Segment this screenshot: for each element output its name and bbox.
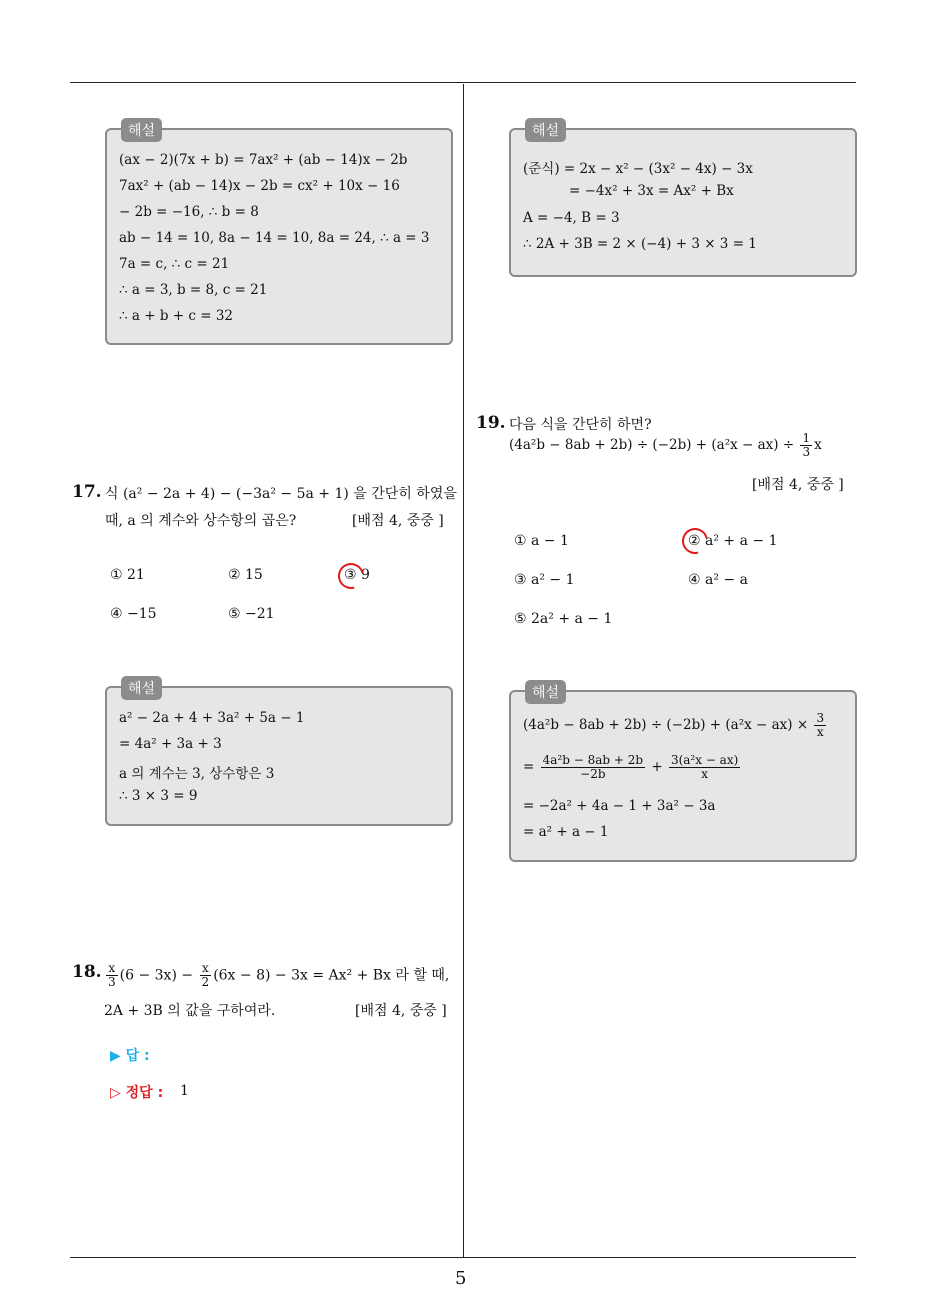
question-points: [배점 4, 중중 ] — [352, 513, 444, 529]
solution-box-17 — [105, 681, 453, 826]
solution-line: ab − 14 = 10, 8a − 14 = 10, 8a = 24, ∴ a = 3 — [119, 230, 430, 246]
solution-line: − 2b = −16, ∴ b = 8 — [119, 204, 259, 220]
solution-tag: 해설 — [121, 676, 162, 700]
solution-line: = −4x² + 3x = Ax² + Bx — [569, 183, 734, 199]
solution-line: a 의 계수는 3, 상수항은 3 — [119, 766, 275, 782]
question-text: 2A + 3B 의 값을 구하여라. — [104, 1003, 276, 1019]
solution-line: = 4a² + 3a + 3 — [119, 736, 222, 752]
solution-tag: 해설 — [525, 118, 566, 142]
choice-4[interactable]: ④ a² − a — [688, 572, 748, 588]
question-text: 때, a 의 계수와 상수항의 곱은? — [105, 513, 297, 529]
solution-line: = −2a² + 4a − 1 + 3a² − 3a — [523, 798, 716, 814]
fraction: $\frac{\text{4a²b − 8ab + 2b}}{-2b}$ — [542, 753, 644, 782]
top-rule — [70, 82, 856, 83]
question-number: 18. — [72, 962, 102, 982]
solution-line: (4a²b − 8ab + 2b) ÷ (−2b) + (a²x − ax) × $\frac{3}{x}$ — [523, 711, 825, 740]
solution-tag: 해설 — [525, 680, 566, 704]
solution-line: A = −4, B = 3 — [523, 210, 620, 226]
solution-tag: 해설 — [121, 118, 162, 142]
question-expression: (4a²b − 8ab + 2b) ÷ (−2b) + (a²x − ax) ÷ $\frac{1}{3}$ x — [509, 431, 822, 460]
question-points: [배점 4, 중중 ] — [355, 1003, 447, 1019]
solution-line: = $\frac{\text{4a²b − 8ab + 2b}}{-2b}$ + $\frac{\text{3(a²x − ax)}}{x}$ — [523, 753, 739, 782]
fraction: $\frac{\text{3(a²x − ax)}}{x}$ — [670, 753, 739, 782]
correct-answer-label: ▷ 정답 : — [110, 1085, 164, 1101]
question-text: 식 (a² − 2a + 4) − (−3a² − 5a + 1) 을 간단히 하였을 — [105, 486, 457, 502]
solution-line: ∴ 2A + 3B = 2 × (−4) + 3 × 3 = 1 — [523, 236, 757, 252]
answer-mark-circle — [677, 523, 713, 559]
solution-line: ∴ a = 3, b = 8, c = 21 — [119, 282, 268, 298]
question-points: [배점 4, 중중 ] — [752, 477, 844, 493]
question-number: 19. — [476, 413, 506, 433]
choice-5[interactable]: ⑤ 2a² + a − 1 — [514, 611, 613, 627]
choice-4[interactable]: ④ −15 — [110, 606, 157, 622]
question-text: 다음 식을 간단히 하면? — [509, 417, 652, 433]
page-number: 5 — [455, 1268, 467, 1289]
correct-answer-value: 1 — [180, 1083, 189, 1099]
fraction: $\frac{x}{3}$ — [108, 961, 116, 990]
column-divider — [463, 84, 464, 1258]
solution-line: = a² + a − 1 — [523, 824, 609, 840]
choice-1[interactable]: ① a − 1 — [514, 533, 569, 549]
solution-line: ∴ 3 × 3 = 9 — [119, 788, 198, 804]
solution-line: (준식) = 2x − x² − (3x² − 4x) − 3x — [523, 161, 753, 177]
choice-3[interactable]: ③ 9 — [344, 567, 370, 583]
choice-2[interactable]: ② 15 — [228, 567, 263, 583]
answer-mark-circle — [333, 558, 369, 594]
choice-3[interactable]: ③ a² − 1 — [514, 572, 575, 588]
fraction: $\frac{1}{3}$ — [802, 431, 811, 460]
fraction: $\frac{3}{x}$ — [816, 711, 825, 740]
answer-input-label[interactable]: ▶ 답 : — [110, 1048, 150, 1064]
choice-1[interactable]: ① 21 — [110, 567, 145, 583]
choice-2[interactable]: ② a² + a − 1 — [688, 533, 778, 549]
solution-line: (ax − 2)(7x + b) = 7ax² + (ab − 14)x − 2b — [119, 152, 408, 168]
choice-5[interactable]: ⑤ −21 — [228, 606, 275, 622]
solution-box-19 — [509, 685, 857, 862]
solution-line: ∴ a + b + c = 32 — [119, 308, 233, 324]
question-number: 17. — [72, 482, 102, 502]
solution-line: 7ax² + (ab − 14)x − 2b = cx² + 10x − 16 — [119, 178, 400, 194]
solution-box-18 — [509, 123, 857, 277]
fraction: $\frac{x}{2}$ — [201, 961, 210, 990]
solution-box-16 — [105, 123, 453, 345]
question-text: $\frac{x}{3}$ (6 − 3x) − $\frac{x}{2}$ (6x − 8) − 3x = Ax² + Bx 라 할 때, — [108, 961, 450, 990]
solution-line: a² − 2a + 4 + 3a² + 5a − 1 — [119, 710, 305, 726]
solution-line: 7a = c, ∴ c = 21 — [119, 256, 230, 272]
